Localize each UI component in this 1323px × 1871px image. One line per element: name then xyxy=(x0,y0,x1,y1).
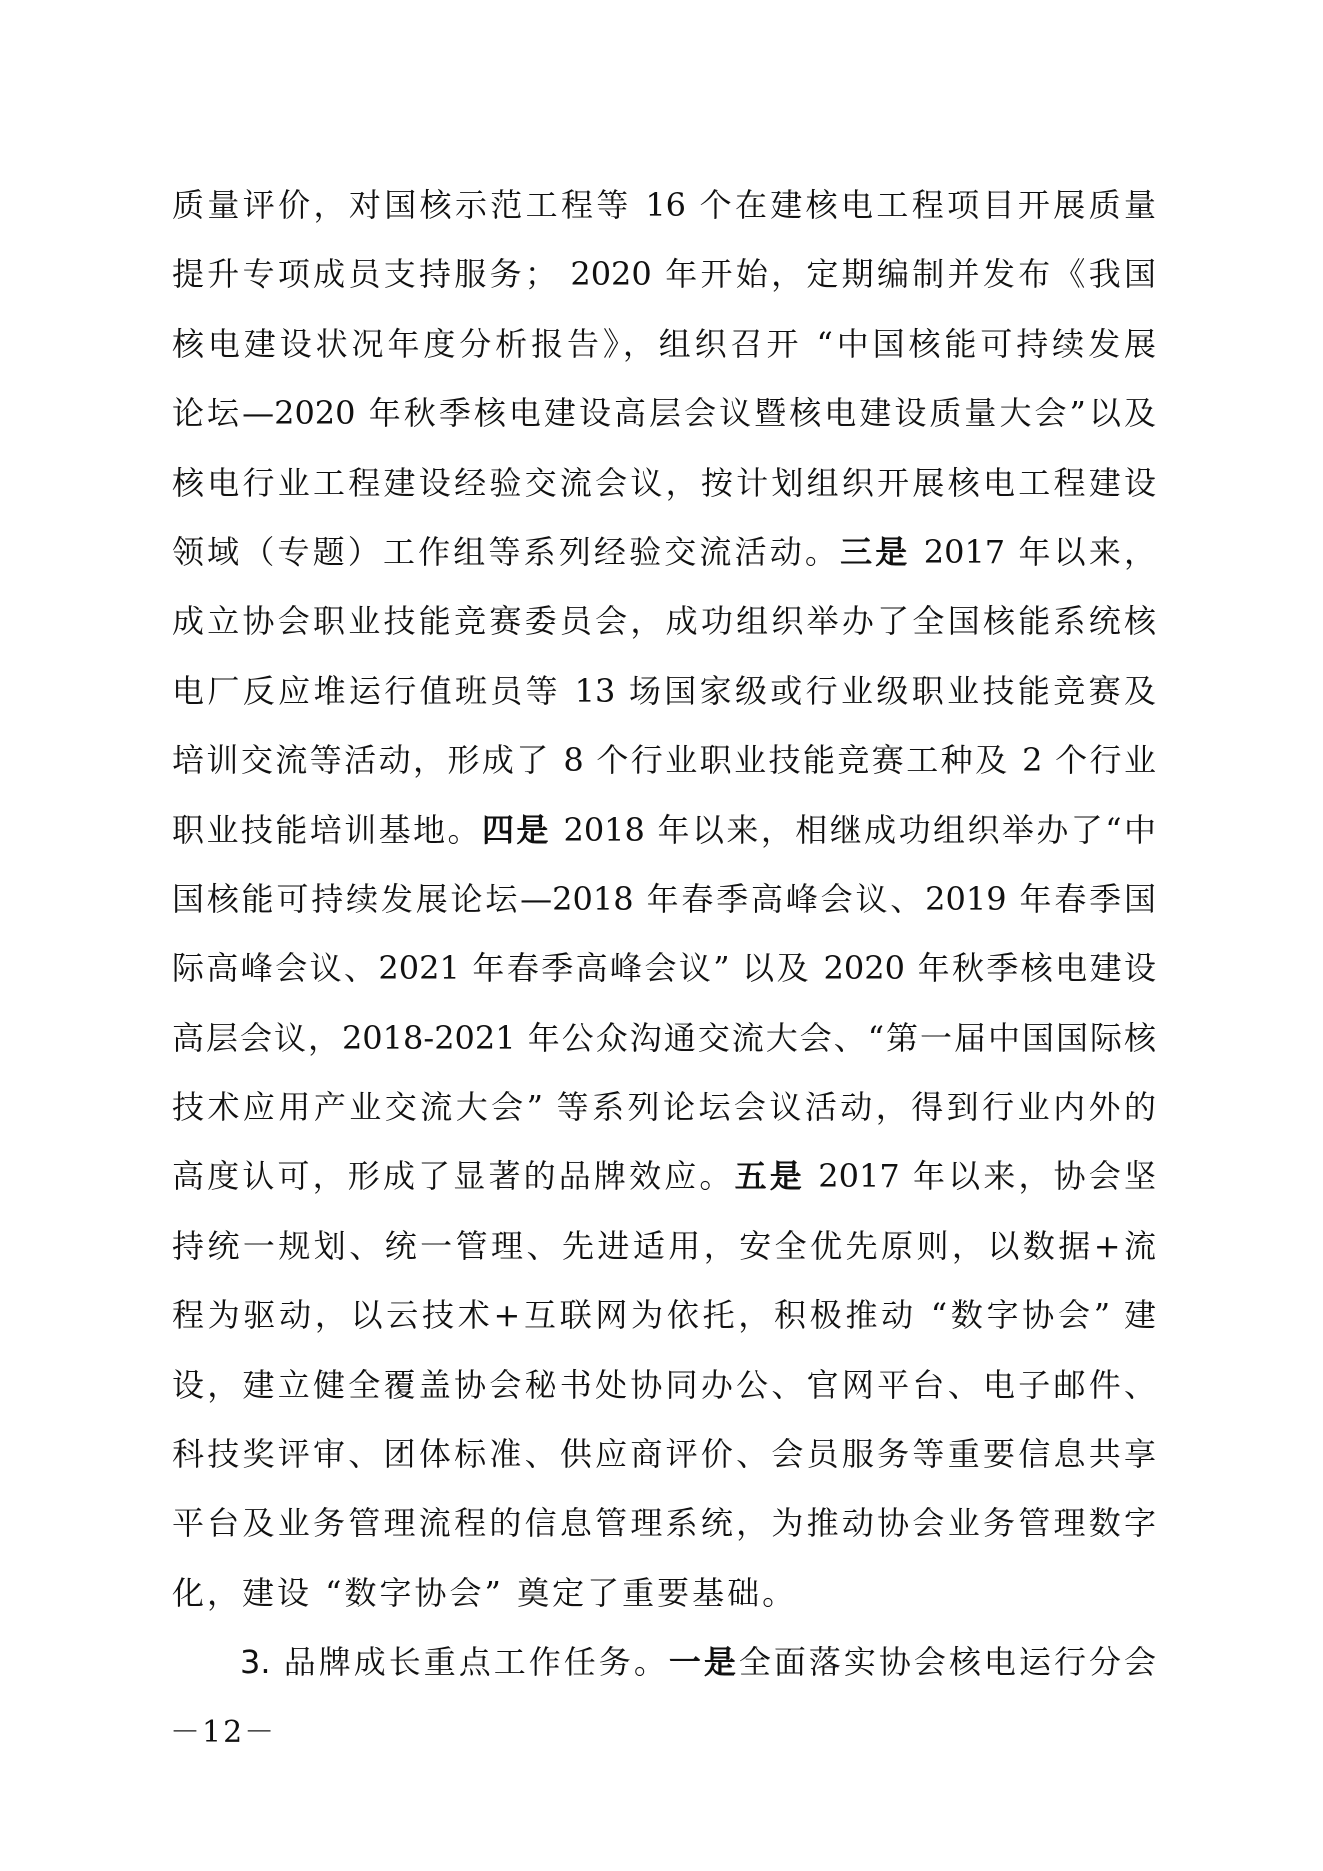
text-line-11: 国核能可持续发展论坛—2018 年春季高峰会议、2019 年春季国 xyxy=(172,879,1156,918)
text-line-3: 核电建设状况年度分析报告》，组织召开 “中国核能可持续发展 xyxy=(172,324,1156,363)
section-heading xyxy=(172,1628,1156,1697)
text-line-16: 持统一规划、统一管理、先进适用，安全优先原则，以数据+流 xyxy=(172,1226,1156,1265)
text-line-1: 质量评价，对国核示范工程等 16 个在建核电工程项目开展质量 xyxy=(172,186,1156,224)
text-line-15 xyxy=(172,1142,1156,1211)
text-line-20: 平台及业务管理流程的信息管理系统，为推动协会业务管理数字 xyxy=(172,1504,1156,1543)
text-line-14: 技术应用产业交流大会” 等系列论坛会议活动，得到行业内外的 xyxy=(172,1088,1156,1127)
text-line-9: 培训交流等活动，形成了 8 个行业职业技能竞赛工种及 2 个行业 xyxy=(172,741,1156,780)
emphasis-sishi: 四是 xyxy=(481,810,551,849)
text-line-4: 论坛—2020 年秋季核电建设高层会议暨核电建设质量大会”以及 xyxy=(172,394,1156,433)
heading-text: 3. 品牌成长重点工作任务。 xyxy=(240,1643,669,1682)
emphasis-yishi: 一是 xyxy=(668,1643,739,1682)
line-text: 2017 年以来， xyxy=(910,532,1156,571)
line-text: 2017 年以来，协会坚 xyxy=(804,1157,1156,1196)
text-line-8: 电厂反应堆运行值班员等 13 场国家级或行业级职业技能竞赛及 xyxy=(172,671,1156,710)
text-line-2: 提升专项成员支持服务； 2020 年开始，定期编制并发布《我国 xyxy=(172,255,1156,294)
text-line-10 xyxy=(172,796,1156,865)
line-text: 职业技能培训基地。 xyxy=(172,810,482,849)
line-text: 领域（专题）工作组等系列经验交流活动。 xyxy=(172,532,841,571)
text-line-13: 高层会议，2018-2021 年公众沟通交流大会、“第一届中国国际核 xyxy=(172,1018,1156,1057)
text-line-6 xyxy=(172,518,1156,587)
body-text xyxy=(172,171,1156,1698)
line-text: 高度认可，形成了显著的品牌效应。 xyxy=(172,1157,735,1196)
text-line-18: 设，建立健全覆盖协会秘书处协同办公、官网平台、电子邮件、 xyxy=(172,1365,1156,1404)
page-number: －12－ xyxy=(170,1715,277,1750)
text-line-12: 际高峰会议、2021 年春季高峰会议” 以及 2020 年秋季核电建设 xyxy=(172,949,1156,988)
line-text: 2018 年以来，相继成功组织举办了“中 xyxy=(550,810,1156,849)
text-line-19: 科技奖评审、团体标准、供应商评价、会员服务等重要信息共享 xyxy=(172,1435,1156,1474)
text-line-7: 成立协会职业技能竞赛委员会，成功组织举办了全国核能系统核 xyxy=(172,602,1156,641)
text-line-5: 核电行业工程建设经验交流会议，按计划组织开展核电工程建设 xyxy=(172,463,1156,502)
emphasis-sanshi: 三是 xyxy=(840,532,911,571)
emphasis-wushi: 五是 xyxy=(734,1157,805,1196)
text-line-17: 程为驱动，以云技术+互联网为依托，积极推动 “数字协会” 建 xyxy=(172,1296,1156,1335)
heading-text: 全面落实协会核电运行分会 xyxy=(738,1643,1156,1682)
text-line-21: 化，建设 “数字协会” 奠定了重要基础。 xyxy=(172,1573,798,1612)
